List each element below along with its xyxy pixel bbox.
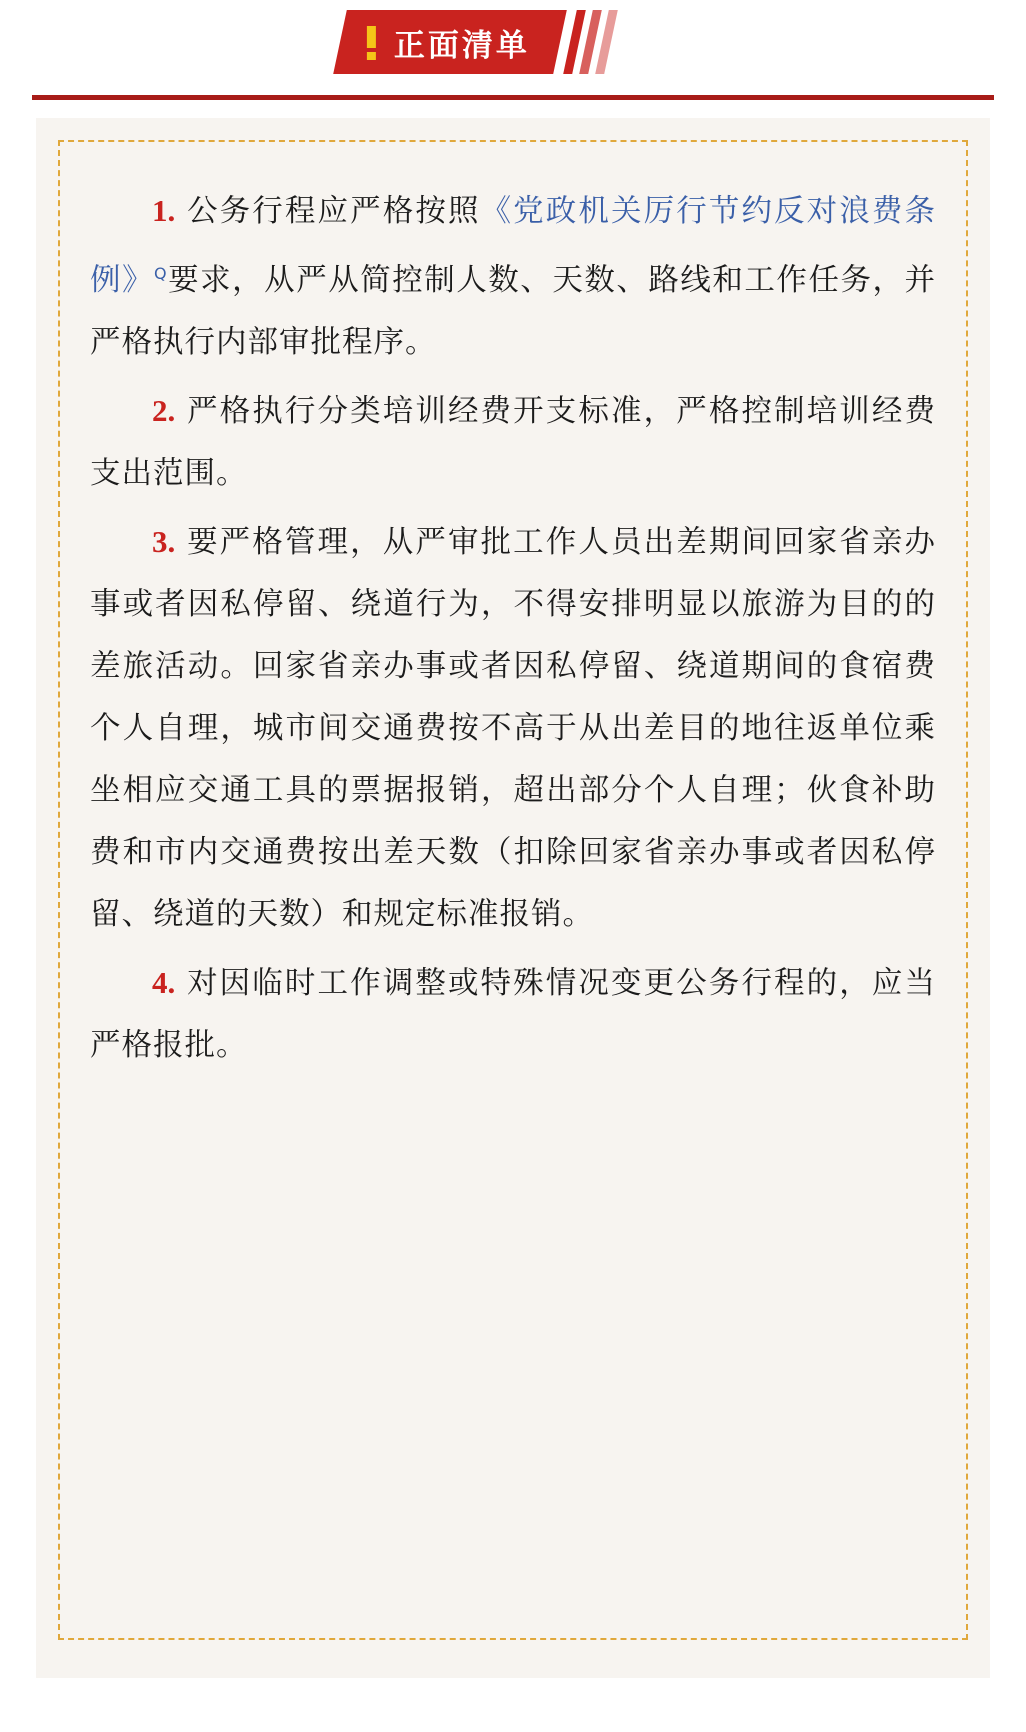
page-title: 正面清单 (394, 27, 530, 63)
content-panel (36, 118, 990, 1678)
header-banner (340, 10, 611, 74)
item-text: 要严格管理，从严审批工作人员出差期间回家省亲办事或者因私停留、绕道行为，不得安排明显以旅游为目的的差旅活动。回家省亲办事或者因私停留、绕道期间的食宿费个人自理，城市间交通费按不高于从出差目的地往返单位乘坐相应交通工具的票据报销，超出部分个人自理；伙食补助费和市内交通费按出差天数（扣除回家省亲办事或者因私停留、绕道的天数）和规定标准报销。 (90, 525, 936, 933)
item-number: 4. (152, 965, 176, 1001)
dashed-content-box (58, 140, 968, 1640)
banner-content (366, 20, 530, 65)
item-number: 2. (152, 393, 176, 429)
list-item (90, 180, 936, 374)
annotation-marker: Q (154, 264, 168, 283)
item-text-continued: 要求，从严从简控制人数、天数、路线和工作任务，并严格执行内部审批程序。 (90, 263, 936, 361)
banner-slash-decoration (570, 10, 611, 74)
list-item (90, 380, 936, 505)
page-header (0, 0, 1026, 100)
item-text: 严格执行分类培训经费开支标准，严格控制培训经费支出范围。 (90, 394, 936, 492)
item-number: 1. (152, 193, 176, 228)
list-item (90, 952, 936, 1077)
regulation-title: 《党政机关厉行节约反对浪费条例》 (90, 194, 937, 299)
header-divider (32, 95, 994, 100)
item-text: 公务行程应严格按照 (187, 194, 481, 229)
list-item (90, 511, 936, 946)
exclamation-icon (366, 25, 378, 59)
item-number: 3. (152, 524, 176, 560)
banner-body (333, 10, 567, 74)
item-text: 对因临时工作调整或特殊情况变更公务行程的，应当严格报批。 (90, 966, 936, 1064)
